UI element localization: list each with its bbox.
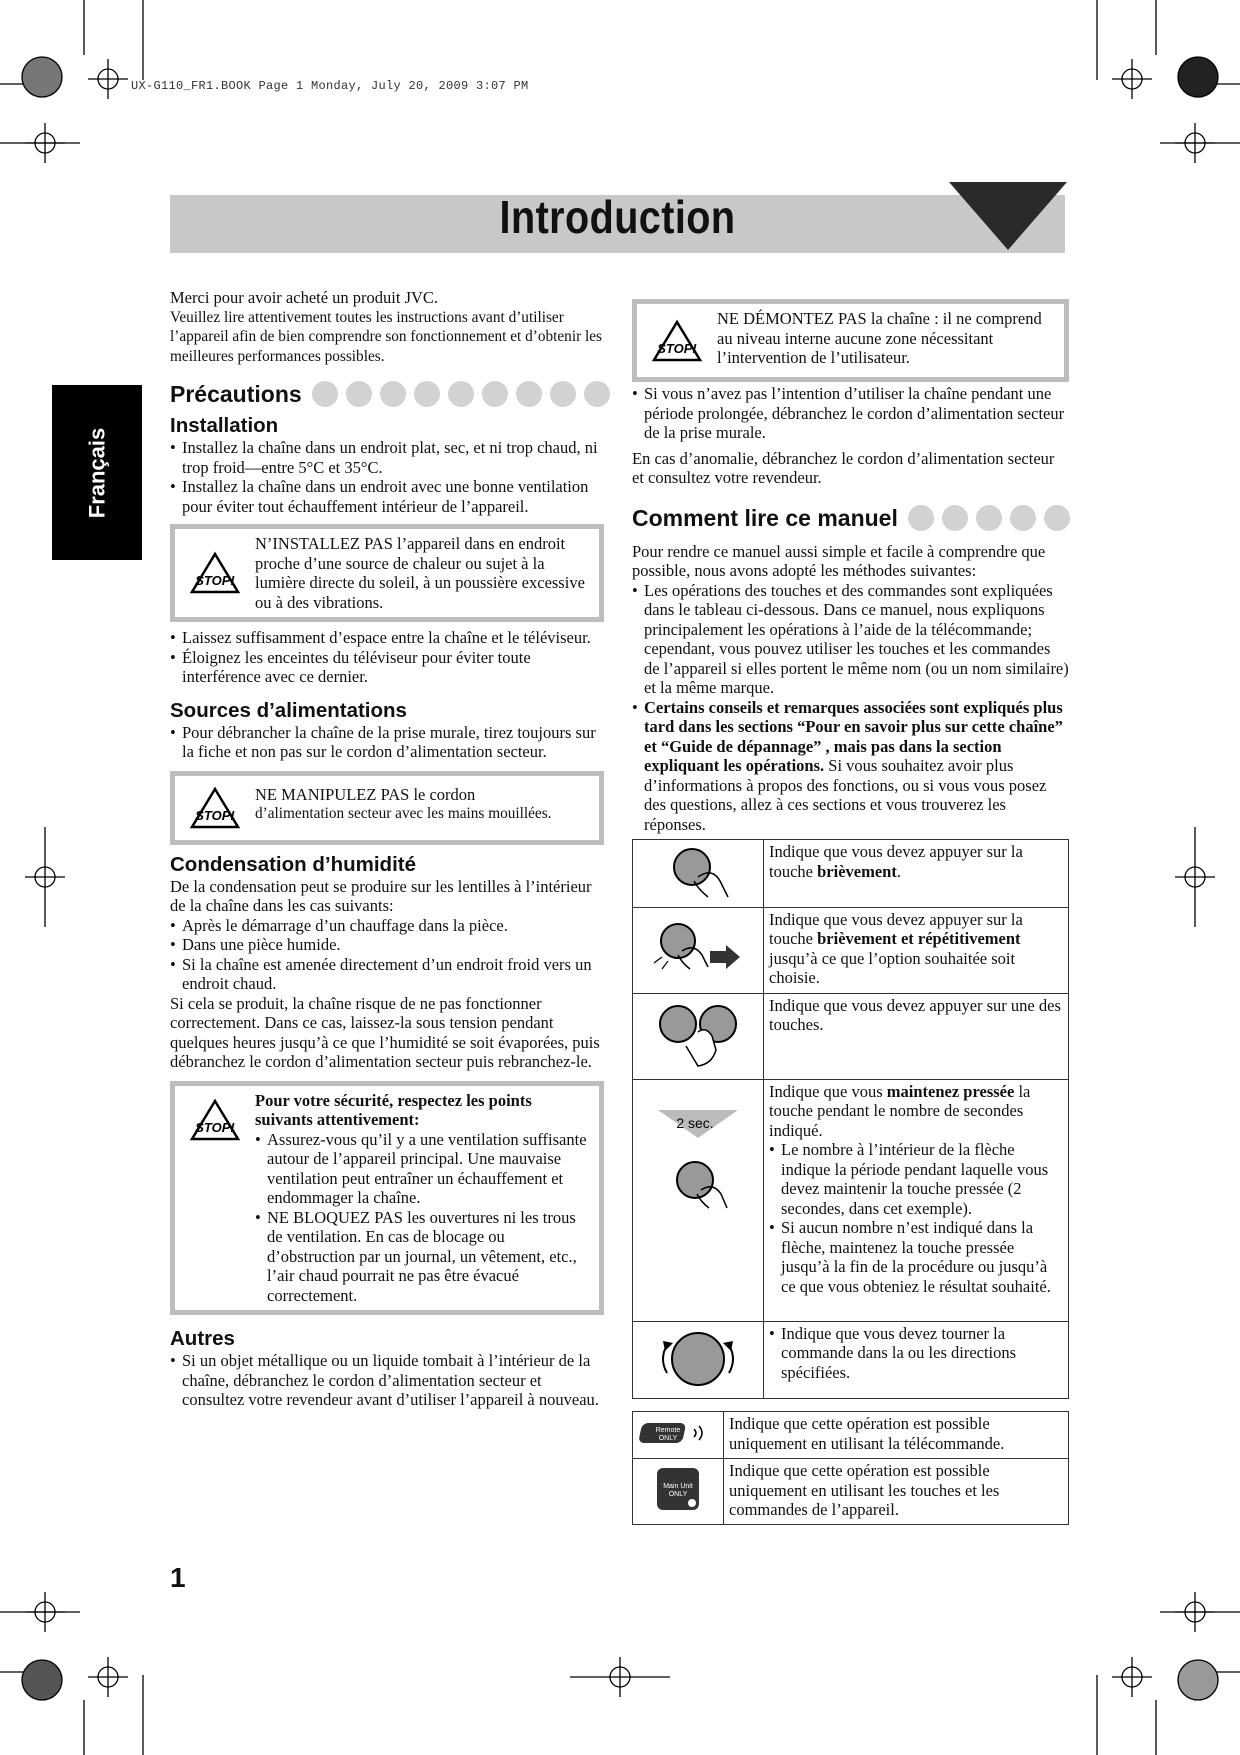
svg-text:STOP!: STOP! (195, 807, 235, 823)
list-item: • Certains conseils et remarques associées sont expliqués plus tard dans les sections “Pour en savoir plus sur cette chaîne” et “Guide de dépannage” , mais pas dans la section expliquant les opérations. Si vous souhaitez avoir plus d’informations à propos des fonctions, ou si vous vous posez des questions, allez à ces sections et vous trouverez les réponses. (632, 698, 1069, 835)
warning-line: d’alimentation secteur avec les mains mouillées. (255, 805, 552, 822)
press-icon (633, 840, 764, 908)
table-row (633, 1321, 1069, 1399)
warning-box-disassembly (632, 299, 1069, 382)
warning-text (255, 776, 560, 840)
left-column (170, 288, 604, 1410)
warning-text: NE DÉMONTEZ PAS la chaîne : il ne comprend au niveau interne aucune zone nécessitant l’intervention de l’utilisateur. (717, 309, 1042, 367)
condensation-heading: Condensation d’humidité (170, 852, 416, 876)
condensation-list (170, 916, 604, 994)
press-hold-icon (633, 1079, 764, 1321)
warning-box-cord (170, 771, 604, 845)
list-item: • Après le démarrage d’un chauffage dans la pièce. (170, 916, 604, 936)
press-one-of-keys-icon (633, 993, 764, 1079)
heading-dots (908, 505, 1070, 531)
installation-list-2 (170, 628, 604, 687)
list-item: • Installez la chaîne dans un endroit plat, sec, et ni trop chaud, ni trop froid—entre 5°C et 35°C. (170, 438, 604, 477)
warning-box-heat (170, 524, 604, 622)
others-heading: Autres (170, 1327, 235, 1350)
turn-list (769, 1324, 1064, 1383)
list-item: • Les opérations des touches et des commandes sont expliquées dans le tableau ci-dessous. Dans ce manuel, nous expliquons principalement les opérations à l’aide de la télécommande; cependant, vous pouvez utiliser les touches et les commandes de l’appareil si elles portent le même nom (ou un nom similaire) et la même marque. (632, 581, 1069, 698)
anomaly-text: En cas d’anomalie, débranchez le cordon d’alimentation secteur et consultez votre revendeur. (632, 448, 1055, 487)
safety-heading: Pour votre sécurité, respectez les points suivants attentivement: (255, 1090, 532, 1129)
svg-text:ONLY: ONLY (658, 1434, 678, 1442)
installation-heading: Installation (170, 414, 279, 437)
symbol-description: Indique que vous devez appuyer sur la touche brièvement. (764, 840, 1069, 908)
only-description: Indique que cette opération est possible uniquement en utilisant les touches et les commandes de l’appareil. (724, 1459, 1069, 1525)
stop-icon (175, 1086, 255, 1311)
hold-notes-list (769, 1140, 1064, 1296)
intro-instructions: Veuillez lire attentivement toutes les instructions avant d’utiliser l’appareil afin de bien comprendre son fonctionnement et d’obtenir les meilleures performances possibles. (170, 308, 602, 365)
remote-only-icon (633, 1412, 724, 1459)
list-item: • Si un objet métallique ou un liquide tombait à l’intérieur de la chaîne, débranchez le cordon d’alimentation secteur et consultez votre revendeur avant d’utiliser l’appareil à nouveau. (170, 1351, 604, 1410)
power-heading: Sources d’alimentations (170, 698, 407, 722)
symbol-description: Indique que vous maintenez pressée la touche pendant le nombre de secondes indiqué. • Le nombre à l’intérieur de la flèche indique la période pendant laquelle vous devez maintenir la touche pressée (2 secondes, dans cet exemple). • Si aucun nombre n’est indiqué dans la flèche, maintenez la touche pressée jusqu’à la fin de la procédure ou jusqu’à ce que vous obteniez le résultat souhaité. (764, 1079, 1069, 1321)
precautions-heading: Précautions (170, 380, 604, 408)
heading-dots (312, 381, 610, 407)
list-item: • NE BLOQUEZ PAS les ouvertures ni les trous de ventilation. En cas de blocage ou d’obstruction par un journal, un vêtement, etc., l’air chaud pourrait ne pas être évacué correctement. (255, 1208, 591, 1306)
list-item: • Installez la chaîne dans un endroit avec une bonne ventilation pour éviter tout échauffement intérieur de l’appareil. (170, 477, 604, 516)
file-header: UX-G110_FR1.BOOK Page 1 Monday, July 20, 2009 3:07 PM (131, 79, 529, 93)
page-title: Introduction (499, 191, 736, 243)
symbol-description (764, 1321, 1069, 1399)
stop-icon (175, 529, 255, 617)
warning-text: N’INSTALLEZ PAS l’appareil dans en endroit proche d’une source de chaleur ou sujet à la lumière directe du soleil, à un poussière excessive ou à des vibrations. (255, 534, 585, 612)
others-list (170, 1351, 604, 1410)
installation-list (170, 438, 604, 516)
symbol-description: Indique que vous devez appuyer sur la touche brièvement et répétitivement jusqu’à ce que l’option souhaitée soit choisie. (764, 907, 1069, 993)
safety-list (255, 1130, 591, 1306)
page-number: 1 (170, 1562, 186, 1593)
symbol-description: Indique que vous devez appuyer sur une des touches. (764, 993, 1069, 1079)
list-item: • Éloignez les enceintes du téléviseur pour éviter toute interférence avec ce dernier. (170, 648, 604, 687)
svg-text:STOP!: STOP! (657, 340, 697, 356)
list-item: • Dans une pièce humide. (170, 935, 604, 955)
list-item: • Si aucun nombre n’est indiqué dans la flèche, maintenez la touche pressée jusqu’à la fin de la procédure ou jusqu’à ce que vous obteniez le résultat souhaité. (769, 1218, 1064, 1296)
table-row (633, 1079, 1069, 1321)
svg-text:Main Unit: Main Unit (663, 1483, 693, 1491)
symbol-table (632, 839, 1069, 1399)
svg-text:STOP!: STOP! (195, 573, 235, 588)
main-unit-only-icon (633, 1459, 724, 1525)
list-item: • Le nombre à l’intérieur de la flèche indique la période pendant laquelle vous devez maintenir la touche pressée (2 secondes, dans cet exemple). (769, 1140, 1064, 1218)
svg-text:ONLY: ONLY (668, 1491, 688, 1499)
press-repeatedly-icon (633, 907, 764, 993)
only-table (632, 1411, 1069, 1525)
table-row (633, 840, 1069, 908)
list-item: • Laissez suffisamment d’espace entre la chaîne et le téléviseur. (170, 628, 604, 648)
list-item: • Si vous n’avez pas l’intention d’utiliser la chaîne pendant une période prolongée, débranchez le cordon d’alimentation secteur de la prise murale. (632, 384, 1069, 443)
language-tab-label: Français (84, 427, 109, 518)
table-row (633, 1412, 1069, 1459)
only-description: Indique que cette opération est possible uniquement en utilisant la télécommande. (724, 1412, 1069, 1459)
table-row (633, 907, 1069, 993)
manual-list (632, 581, 1069, 835)
list-item: • Indique que vous devez tourner la commande dans la ou les directions spécifiées. (769, 1324, 1064, 1383)
list-item: • Si la chaîne est amenée directement d’un endroit froid vers un endroit chaud. (170, 955, 604, 994)
stop-icon (175, 776, 255, 840)
warning-box-safety (170, 1081, 604, 1316)
svg-text:Remote: Remote (655, 1426, 681, 1434)
stop-icon (637, 304, 717, 377)
warning-line: NE MANIPULEZ PAS le cordon (255, 784, 476, 804)
list-item: • Assurez-vous qu’il y a une ventilation suffisante autour de l’appareil principal. Une mauvaise ventilation peut entraîner un échauffement et endommager la chaîne. (255, 1130, 591, 1208)
manual-heading: Comment lire ce manuel (632, 504, 1069, 532)
storage-list (632, 384, 1069, 443)
intro-thanks: Merci pour avoir acheté un produit JVC. (170, 288, 439, 307)
manual-intro: Pour rendre ce manuel aussi simple et facile à comprendre que possible, nous avons adopté les méthodes suivantes: (632, 541, 1046, 580)
right-column (632, 299, 1069, 1525)
table-row (633, 1459, 1069, 1525)
turn-dial-icon (633, 1321, 764, 1399)
table-row (633, 993, 1069, 1079)
svg-text:STOP!: STOP! (195, 1119, 235, 1135)
power-list (170, 723, 604, 762)
condensation-intro: De la condensation peut se produire sur les lentilles à l’intérieur de la chaîne dans les cas suivants: (170, 876, 592, 915)
svg-text:2 sec.: 2 sec. (676, 1114, 714, 1131)
list-item: • Pour débrancher la chaîne de la prise murale, tirez toujours sur la fiche et non pas sur le cordon d’alimentation secteur. (170, 723, 604, 762)
condensation-outro: Si cela se produit, la chaîne risque de ne pas fonctionner correctement. Dans ce cas, laissez-la sous tension pendant quelques heures jusqu’à ce que l’humidité se soit évaporées, puis débranchez le cordon d’alimentation secteur puis rebranchez-le. (170, 993, 600, 1071)
warning-text (255, 1086, 599, 1311)
